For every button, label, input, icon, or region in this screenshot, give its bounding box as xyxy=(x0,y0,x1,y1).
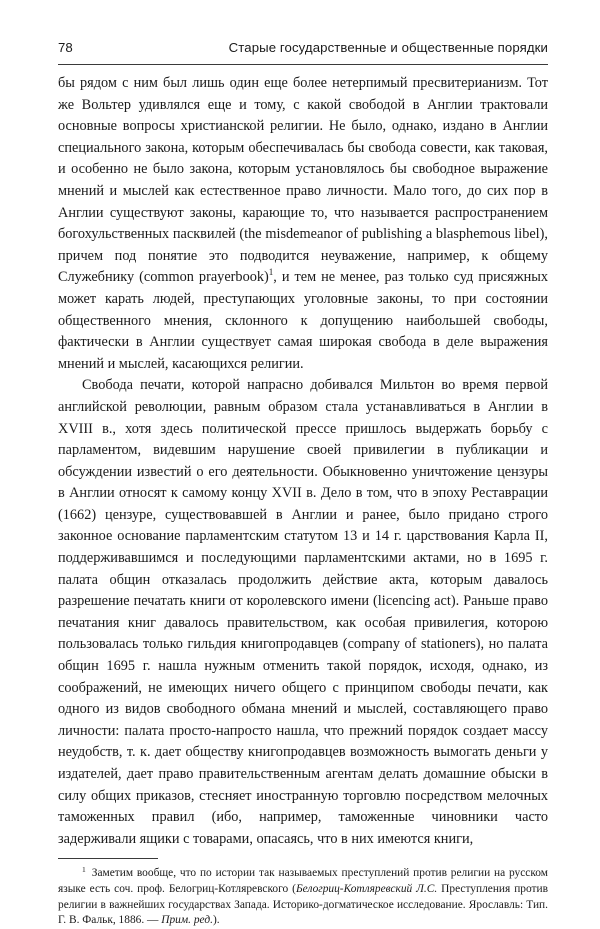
footnote-text: ). xyxy=(212,914,220,927)
footnote-author: Белогриц-Котляревский Л.С. xyxy=(295,883,438,896)
paragraph-text: , и тем не менее, раз только суд присяжных может карать людей, преступающих уголовные законы, то при состоянии общественного мнения, склонного к допущению наибольшей свободы, фактически в Англии существует самая широкая свобода в деле выражения мнений и мыслей, касающихся религии. xyxy=(58,269,548,372)
footnote-divider xyxy=(58,858,158,859)
paragraph-text: бы рядом с ним был лишь один еще более нетерпимый пресвитерианизм. Тот же Вольтер удивлялся еще и тому, с какой свободой в Англии трактовали основные вопросы христианской религии. Не было, однако, издано в Англии специального закона, которым обеспечивалась бы свобода совести, как таковая, и особенно не было закона, которым установлялось бы свободное выражение мнений и мыслей как естественное право личности. Мало того, до сих пор в Англии существуют законы, карающие то, что называется распространением богохульственных пасквилей (the misdemeanor of publishing a blasphemous libel), причем под понятие это подводится неуважение, например, к общему Служебнику (common prayerbook) xyxy=(58,75,548,286)
footnote-text: Преступления против религии в важнейших государствах Запада. Историко-догматическое исследование. Ярославль: Тип. Г. В. Фальк, 1886. — xyxy=(58,883,548,927)
running-title: Старые государственные и общественные порядки xyxy=(228,40,548,55)
footnote-reference: 1 xyxy=(268,267,274,278)
footnote-editor-note: Прим. ред. xyxy=(161,914,213,927)
body-text xyxy=(58,73,548,850)
book-page xyxy=(58,40,548,927)
footnote-mark: 1 xyxy=(82,864,86,874)
paragraph-2: Свобода печати, которой напрасно добивался Мильтон во время первой английской революции, равным образом стала устанавливаться в Англии в XVIII в., хотя здесь политической прессе пришлось выдержать борьбу с парламентом, видевшим нарушение своей привилегии в публикации и обсуждении известий о его деятельности. Обыкновенно уничтожение цензуры в Англии относят к самому концу XVII в. Дело в том, что в эпоху Реставрации (1662) цензуре, существовавшей в Англии и ранее, было придано строго законное основание парламентским статутом 13 и 14 г. царствования Карла II, поддерживавшимся и последующими парламентскими актами, но в 1695 г. палата общин отказалась продолжить действие акта, которым давалось разрешение печатать книги от королевского имени (licencing act). Раньше право печатания книг давалось правительством, как особая привилегия, которою пользовалась только гильдия книгопродавцев (company of stationers), но палата общин 1695 г. нашла нужным отменить такой порядок, исходя, однако, из соображений, не имеющих ничего общего с принципом свободы печати, как одного из видов свободного обмана мнений и мыслей, составляющего право личности: палата просто-напросто нашла, что прежний порядок создает массу неудобств, т. к. дает обществу книгопродавцев возможность вымогать деньги у издателей, дает право правительственным агентам делать домашние обыски в силу общих приказов, стесняет иностранную торговлю посредством мелочных таможенных правил (ибо, например, таможенные чиновники часто задерживали ящики с товарами, опасаясь, что в них имеются книги, xyxy=(58,377,548,847)
paragraph-1 xyxy=(58,73,548,375)
footnote-text: Заметим вообще, что по истории так называемых преступлений против религии на русском языке есть соч. проф. Белогриц-Котляревского ( xyxy=(58,867,548,896)
running-header xyxy=(58,40,548,65)
footnote xyxy=(58,866,548,929)
page-number: 78 xyxy=(58,40,73,55)
